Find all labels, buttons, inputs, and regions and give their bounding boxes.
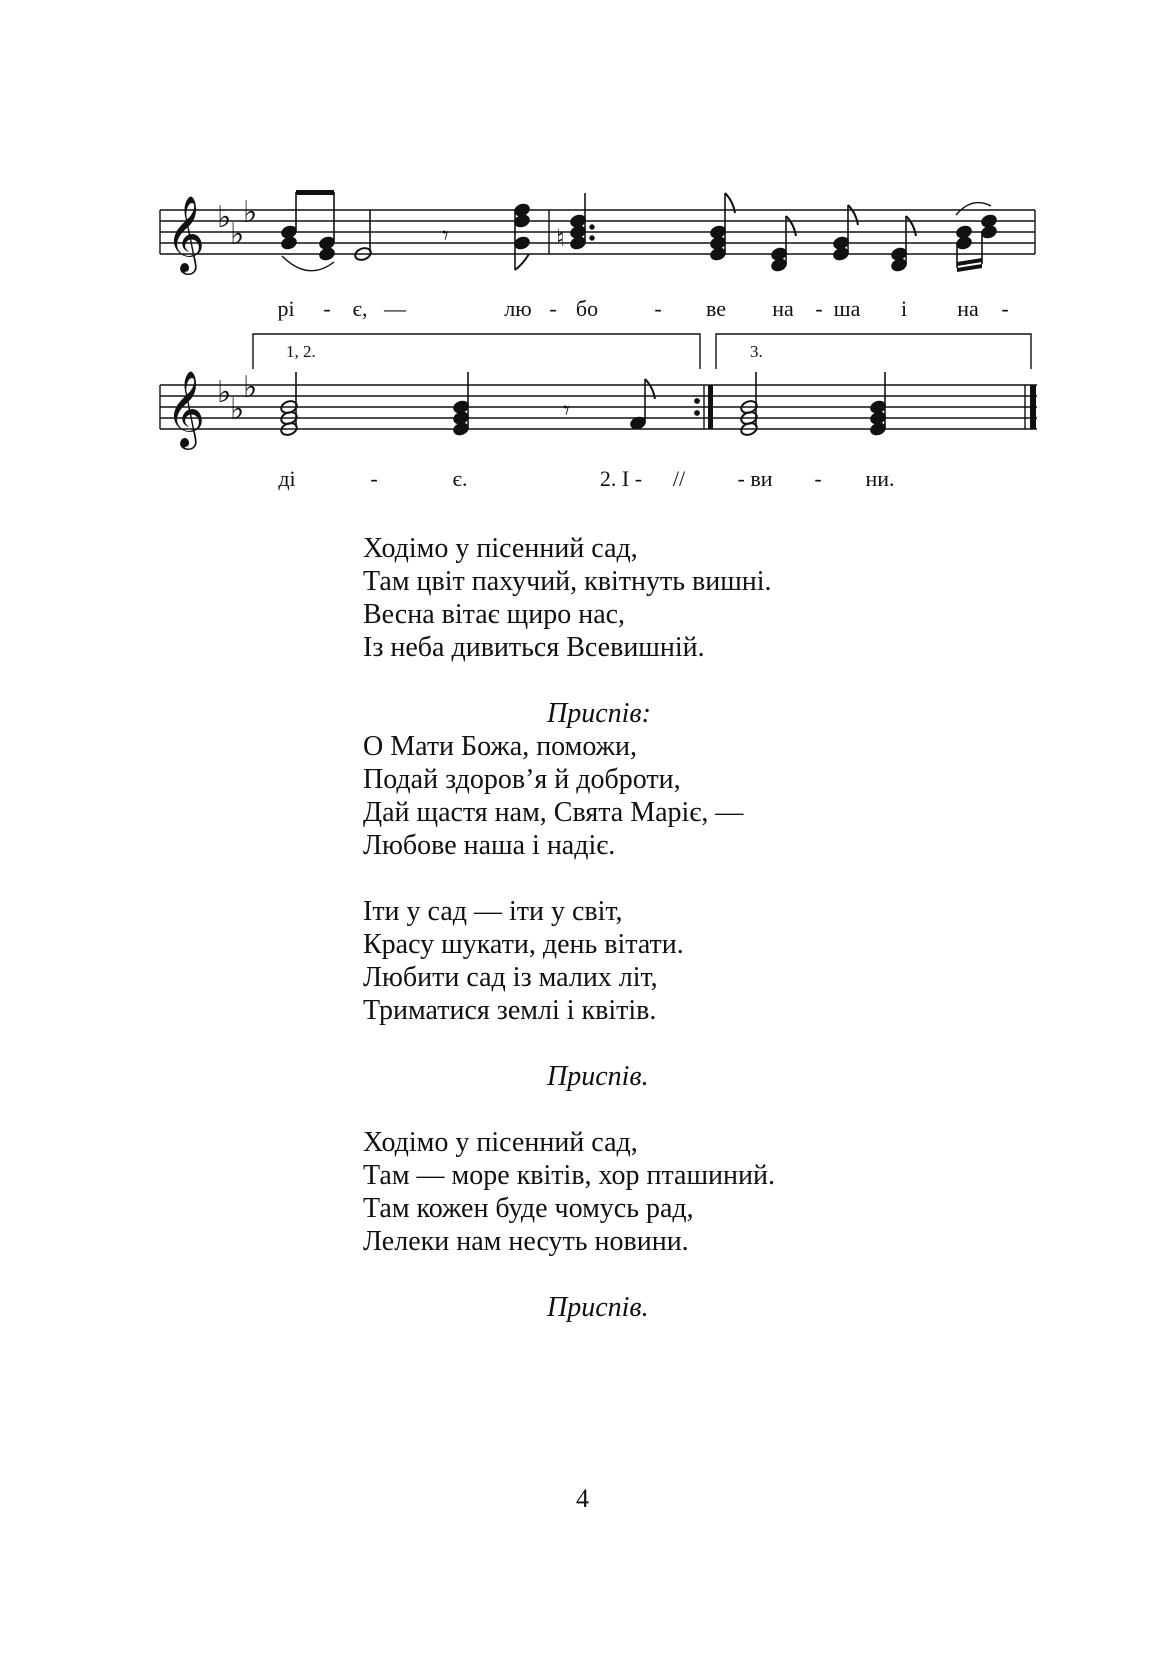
eighth-chord [513,202,531,270]
flat-sign-icon: ♭ [230,392,245,427]
verse-line: Іти у сад — іти у світ, [363,896,623,927]
lyric-syllable: - [654,296,662,321]
treble-clef-icon: 𝄞 [166,370,206,447]
song-text [363,532,923,1357]
refrain [363,697,923,862]
eighth-chord [770,216,796,273]
lyric-syllable: лю [504,296,532,321]
lyric-syllable: ни. [865,466,895,491]
verse-line: Триматися землі і квітів. [363,995,657,1026]
eighth-note [629,379,655,431]
verse-line: Красу шукати, день вітати. [363,929,684,960]
verse-3 [363,1126,923,1258]
volta-bracket-2 [716,334,1031,369]
eighth-chord [709,193,735,262]
flat-sign-icon: ♭ [217,375,232,410]
lyrics-system-1 [277,296,1008,321]
eighth-chord [890,216,916,273]
flat-sign-icon: ♭ [217,200,232,235]
verse-1 [363,532,923,664]
lyric-syllable: 2. І - [599,466,643,491]
lyric-syllable: - [323,296,331,321]
verse-line: Із неба дивиться Всевишній. [363,632,705,663]
refrain-marker-2 [363,1291,923,1324]
lyric-syllable: є, [352,296,368,321]
lyric-syllable: ша [833,296,861,321]
eighth-rest-icon: 𝄾 [442,221,449,251]
verse-2 [363,895,923,1027]
eighth-rest-icon: 𝄾 [563,396,570,426]
lyric-syllable: на [957,296,979,321]
lyric-syllable: ве [705,296,727,321]
beamed-chord-pair [280,190,336,271]
verse-line: Весна вітає щиро нас, [363,599,626,630]
volta-2-label: 3. [750,342,763,361]
beamed-sixteenth-pair [955,203,998,272]
verse-line: Там — море квітів, хор пташиний. [363,1160,775,1191]
refrain-label: Приспів. [547,1292,649,1323]
verse-line: Там кожен буде чомусь рад, [363,1193,694,1224]
natural-sign-icon: ♮ [556,224,565,252]
flat-sign-icon: ♭ [230,217,245,252]
music-score [0,0,1165,520]
volta-1-label: 1, 2. [286,342,316,361]
half-chord [740,372,759,437]
lyric-syllable: є. [452,466,468,491]
refrain-line: Любове наша і надіє. [363,830,616,861]
treble-clef-icon: 𝄞 [166,195,206,272]
refrain-line: Подай здоров’я й доброти, [363,764,681,795]
quarter-chord [452,372,470,437]
verse-line: Там цвіт пахучий, квітнуть вишні. [363,566,772,597]
lyric-syllable: - [815,296,823,321]
lyric-syllable: і [900,296,908,321]
verse-line: Ходімо у пісенний сад, [363,533,638,564]
verse-line: Любити сад із малих літ, [363,962,658,993]
lyric-syllable: - ви [737,466,773,491]
page-number: 4 [576,1484,589,1513]
verse-line: Ходімо у пісенний сад, [363,1127,638,1158]
eighth-chord [832,205,858,262]
lyric-syllable: - [1001,296,1009,321]
refrain-label: Приспів. [547,1061,649,1092]
half-chord [280,372,299,437]
volta-bracket-1 [253,334,700,369]
flat-sign-icon: ♭ [243,195,258,230]
quarter-chord [869,372,887,437]
refrain-marker-1 [363,1060,923,1093]
refrain-line: Дай щастя нам, Свята Маріє, — [363,797,744,828]
lyric-syllable: рі [277,296,295,321]
lyric-syllable: - [370,466,378,491]
lyric-syllable: на [772,296,794,321]
lyric-syllable: - [549,296,557,321]
lyric-syllable: бо [575,296,599,321]
dotted-quarter-chord [569,193,594,251]
verse-line: Лелеки нам несуть новини. [363,1226,689,1257]
flat-sign-icon: ♭ [243,370,258,405]
refrain-line: О Мати Божа, поможи, [363,731,637,762]
lyric-syllable: — [384,296,406,321]
lyrics-system-2 [278,466,894,491]
refrain-label: Приспів: [547,698,651,729]
slur [956,203,991,215]
lyric-syllable: - [814,466,822,491]
lyric-syllable: // [672,466,686,491]
lyric-syllable: ді [278,466,296,491]
